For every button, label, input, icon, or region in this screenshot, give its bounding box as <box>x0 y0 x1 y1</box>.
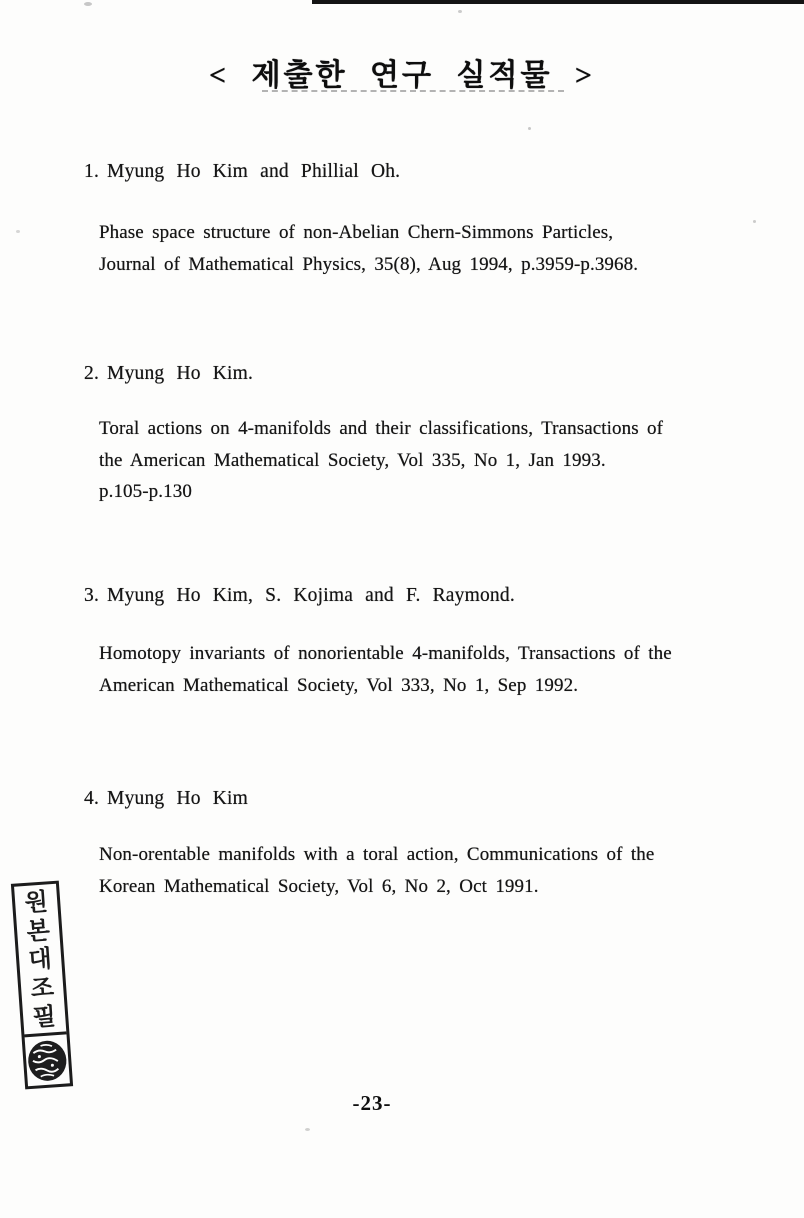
entry-number: 1. <box>84 161 100 182</box>
citation-line: Toral actions on 4-manifolds and their classifications, Transactions of <box>99 418 664 439</box>
entry-authors <box>84 363 253 385</box>
entry-authors <box>84 161 400 183</box>
page-title: < 제출한 연구 실적물 > <box>208 59 596 92</box>
scan-speck <box>528 127 531 130</box>
citation-line: Homotopy invariants of nonorientable 4-manifolds, Transactions of the <box>99 643 672 664</box>
verification-stamp <box>11 881 73 1090</box>
citation-line: Journal of Mathematical Physics, 35(8), Aug 1994, p.3959-p.3968. <box>99 253 639 275</box>
publication-entry-4 <box>84 788 655 897</box>
entry-author-names: Myung Ho Kim. <box>107 363 254 384</box>
citation-line: Phase space structure of non-Abelian Chern-Simmons Particles, <box>99 222 614 243</box>
stamp-char: 필 <box>31 1001 57 1032</box>
entry-citation <box>99 839 654 902</box>
scan-speck <box>16 230 20 233</box>
citation-line: p.105-p.130 <box>99 481 192 502</box>
round-seal-icon <box>25 1036 70 1085</box>
stamp-char: 대 <box>27 944 53 975</box>
scan-speck <box>305 1128 310 1131</box>
citation-line: the American Mathematical Society, Vol 335, No 1, Jan 1993. <box>99 449 606 471</box>
stamp-char: 조 <box>29 973 55 1003</box>
entry-authors <box>84 585 515 607</box>
stamp-char: 원 <box>23 887 49 918</box>
stamp-char: 본 <box>25 916 51 946</box>
citation-line: American Mathematical Society, Vol 333, No 1, Sep 1992. <box>99 674 579 696</box>
entry-number: 2. <box>84 363 100 384</box>
entry-number: 4. <box>84 788 100 809</box>
scan-speck <box>84 2 92 6</box>
title-underline <box>262 90 564 92</box>
scan-edge-artifact <box>312 0 804 4</box>
page-number: -23- <box>352 1091 392 1115</box>
publication-entry-1 <box>84 161 639 275</box>
entry-citation <box>99 217 638 280</box>
stamp-seal-box <box>24 1031 70 1086</box>
citation-line: Non-orentable manifolds with a toral action, Communications of the <box>99 844 655 865</box>
scan-speck <box>458 10 462 13</box>
stamp-vertical-text <box>14 884 66 1035</box>
entry-author-names: Myung Ho Kim and Phillial Oh. <box>107 161 401 182</box>
entry-author-names: Myung Ho Kim, S. Kojima and F. Raymond. <box>107 585 515 606</box>
entry-author-names: Myung Ho Kim <box>107 788 249 809</box>
citation-line: Korean Mathematical Society, Vol 6, No 2, Oct 1991. <box>99 875 539 897</box>
entry-citation <box>99 638 672 701</box>
publication-entry-2 <box>84 363 664 502</box>
scan-speck <box>753 220 756 223</box>
entry-citation <box>99 413 663 508</box>
publication-entry-3 <box>84 585 672 696</box>
entry-number: 3. <box>84 585 100 606</box>
entry-authors <box>84 788 248 810</box>
